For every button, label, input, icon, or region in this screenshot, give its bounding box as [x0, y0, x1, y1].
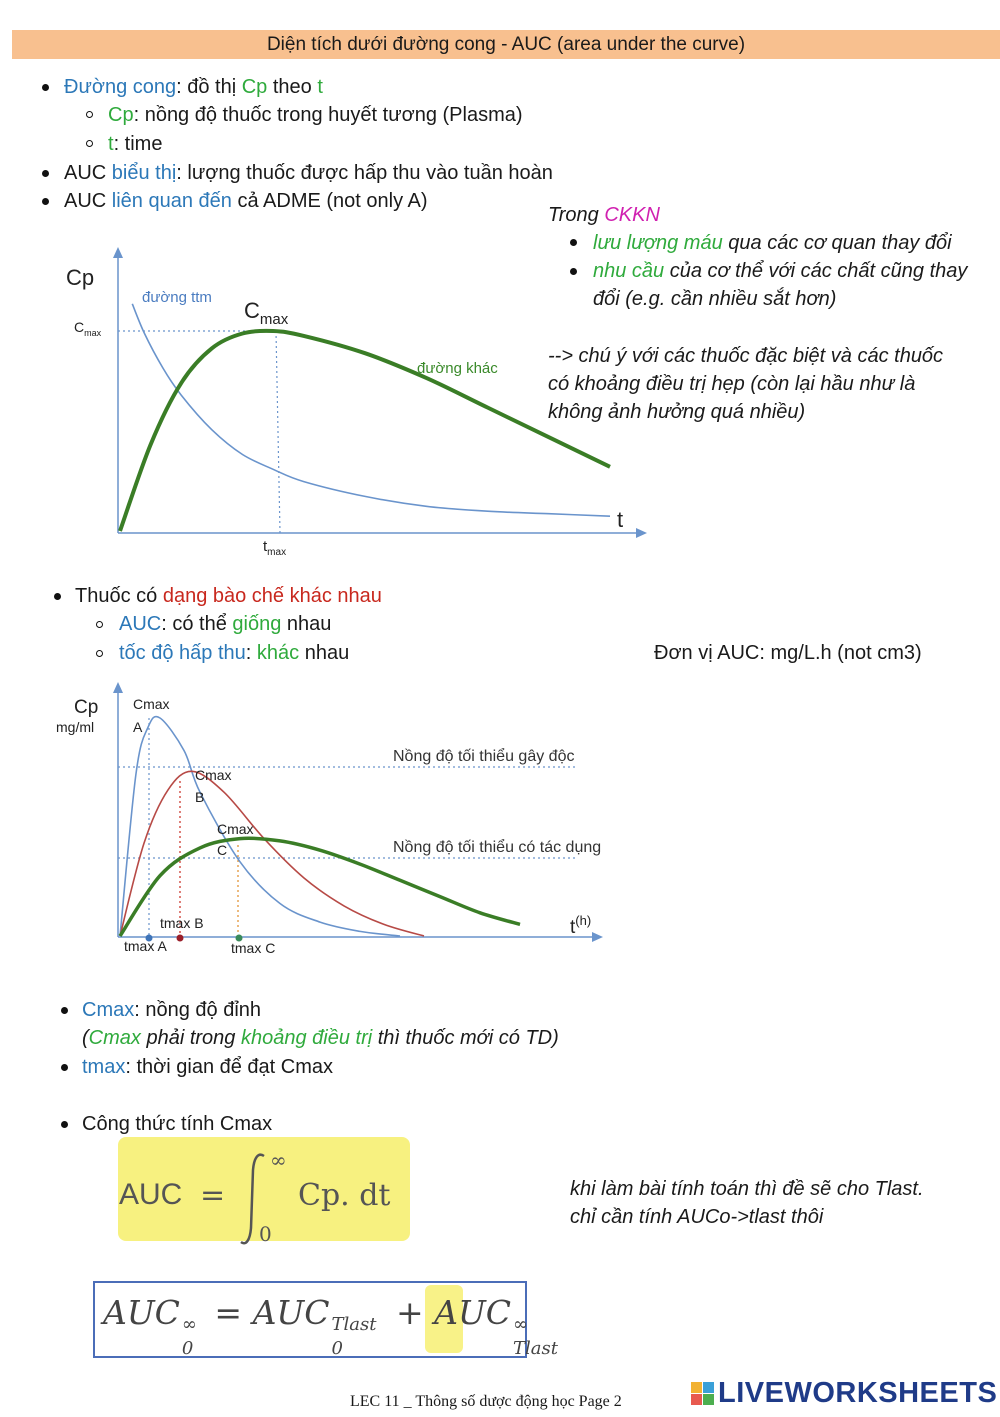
text: nhau [299, 642, 350, 664]
chart2-cmax-c-label: Cmax [217, 821, 254, 837]
formula-upper-limit: ∞ [270, 1148, 287, 1172]
text: AUC [64, 162, 112, 184]
side-note-line-2: chỉ cần tính AUCo->tlast thôi [570, 1206, 824, 1228]
term-different: khác [256, 642, 300, 664]
chart2-toxic-label: Nồng độ tối thiểu gây độc [393, 748, 575, 765]
term-cp: Cp [108, 104, 134, 126]
bullet-dosage-forms [75, 584, 382, 608]
formula2-auc-total: AUC [103, 1293, 180, 1332]
term-curve: Đường cong [64, 76, 177, 98]
text: qua các cơ quan thay đổi [722, 232, 952, 254]
formula2-auc-part2: AUC [434, 1293, 512, 1332]
text: theo [267, 76, 318, 98]
ckkn-arrow-note-2: có khoảng điều trị hẹp (còn lại hầu như là [548, 373, 916, 395]
chart1-y-label: Cp [66, 265, 95, 290]
ckkn-item-needs-cont: đổi (e.g. cần nhiều sắt hơn) [593, 288, 837, 310]
side-note-line-1: khi làm bài tính toán thì đề sẽ cho Tlast. [570, 1178, 924, 1200]
chart2-series-b [120, 771, 424, 936]
bullet-cmax [82, 998, 261, 1022]
text: : lượng thuốc được hấp thu vào tuần hoàn [176, 162, 553, 184]
bullet-dot [61, 1007, 68, 1014]
text: : nồng độ thuốc trong huyết tương (Plasma) [133, 104, 523, 126]
chart2-tmax-b-label: tmax B [160, 915, 204, 931]
term-cp: Cp [241, 76, 268, 98]
bullet-dot [54, 593, 61, 600]
chart1-curve-other-label: đường khác [417, 360, 498, 377]
formula2-sub-0: 0 [331, 1338, 343, 1359]
term-t: t [108, 133, 114, 155]
chart2-cmax-a-label: Cmax [133, 696, 170, 712]
chart1-tmax-guide [276, 331, 280, 533]
formula-auc-decomposition [103, 1293, 559, 1359]
chart1-series-iv [132, 304, 610, 516]
chart1-x-arrow [636, 528, 647, 538]
section-banner: Diện tích dưới đường cong - AUC (area under the curve) [12, 30, 1000, 59]
term-t: t [317, 76, 323, 98]
chart2-cmax-a-letter: A [133, 719, 143, 735]
formula-highlight [118, 1137, 410, 1241]
bullet-dot [61, 1064, 68, 1071]
chart2-cmax-b-label: Cmax [195, 767, 232, 783]
text: của cơ thể với các chất cũng thay [664, 260, 968, 282]
text: phải trong [140, 1027, 241, 1049]
formula2-sub-tlast: Tlast [513, 1338, 558, 1359]
text: ( [82, 1027, 89, 1049]
chart2-x-label: $t^{(h)}$ [570, 913, 592, 938]
term-related: liên quan đến [111, 190, 232, 212]
bullet-tmax [82, 1055, 333, 1079]
sub-bullet-auc-same [119, 612, 331, 636]
term-ckkn: CKKN [604, 204, 660, 226]
formula2-sup-inf: ∞ [513, 1314, 529, 1335]
term-auc: AUC [119, 613, 162, 635]
term-cmax: Cmax [88, 1027, 141, 1049]
logo-icon [690, 1381, 716, 1413]
formula2-sup-tlast: Tlast [331, 1314, 377, 1335]
page-footer: LEC 11 _ Thông số dược động học Page 2 [350, 1393, 622, 1410]
term-dosage-forms: dạng bào chế khác nhau [162, 585, 382, 607]
formula2-plus: + [395, 1293, 424, 1332]
text: : time [113, 133, 163, 155]
chart2-y-arrow [113, 682, 123, 693]
term-needs: nhu cầu [593, 260, 665, 282]
chart2-y-label: Cp [74, 697, 99, 718]
sub-bullet [96, 650, 103, 657]
text: : thời gian để đạt Cmax [125, 1056, 334, 1078]
formula2-sup-inf: ∞ [181, 1314, 197, 1335]
term-blood-flow: lưu lượng máu [593, 232, 723, 254]
term-same: giống [232, 613, 282, 635]
chart2-cmax-c-letter: C [217, 842, 228, 858]
chart1-tmax-label: $t_{max}$ [263, 538, 287, 558]
chart2-tmax-b-marker [177, 935, 184, 942]
chart1-x-label: t [617, 507, 624, 532]
chart1-cmax-axis-label: $C_{max}$ [74, 319, 102, 338]
chart2-x-arrow [592, 932, 603, 942]
chart2-cmax-b-letter: B [195, 789, 205, 805]
chart1-curve-iv-label: đường ttm [142, 289, 212, 306]
text: AUC [64, 190, 112, 212]
text: Trong [548, 204, 605, 226]
term-tmax: tmax [82, 1056, 126, 1078]
ckkn-arrow-note-3: không ảnh hưởng quá nhiều) [548, 401, 806, 423]
liveworksheets-logo[interactable]: LIVEWORKSHEETS [718, 1377, 998, 1409]
chart2-tmax-c-label: tmax C [231, 940, 276, 956]
chart1-cmax-peak-label: $C_{max}$ [244, 298, 289, 328]
term-absorption-rate: tốc độ hấp thu [119, 642, 246, 664]
text: : có thể [161, 613, 233, 635]
text: : [245, 642, 257, 664]
sub-bullet-absorption-rate [119, 641, 349, 665]
chart2-series-a [120, 716, 400, 936]
chart2-tmax-a-label: tmax A [124, 938, 167, 954]
term-represents: biểu thị [111, 162, 177, 184]
term-therapeutic-range: khoảng điều trị [240, 1027, 373, 1049]
text: : nồng độ đỉnh [134, 999, 262, 1021]
term-cmax: Cmax [82, 999, 135, 1021]
text: : đồ thị [176, 76, 242, 98]
sub-bullet [96, 621, 103, 628]
chart2-y-unit: mg/ml [56, 719, 95, 735]
text: Thuốc có [75, 585, 163, 607]
formula-equals: = [200, 1178, 226, 1213]
chart1-y-arrow [113, 247, 123, 258]
auc-unit-note: Đơn vị AUC: mg/L.h (not cm3) [654, 642, 922, 664]
text: nhau [281, 613, 332, 635]
formula-lhs: AUC [119, 1178, 183, 1211]
bullet-formula-title: Công thức tính Cmax [82, 1113, 273, 1135]
text: cả ADME (not only A) [231, 190, 428, 212]
chart2-effective-label: Nồng độ tối thiểu có tác dụng [393, 839, 602, 856]
ckkn-arrow-note-1: --> chú ý với các thuốc đặc biệt và các thuốc [548, 345, 944, 367]
formula2-sub-0: 0 [181, 1338, 194, 1359]
text: thì thuốc mới có TD) [372, 1027, 559, 1049]
formula2-auc-part1: AUC [252, 1293, 330, 1332]
formula2-equals: = [214, 1293, 243, 1332]
chart1-series-other [120, 331, 610, 531]
formula-integrand: Cp. dt [298, 1178, 391, 1213]
formula-lower-limit: 0 [259, 1222, 272, 1246]
cmax-note [82, 1026, 559, 1050]
bullet-dot [61, 1121, 68, 1128]
